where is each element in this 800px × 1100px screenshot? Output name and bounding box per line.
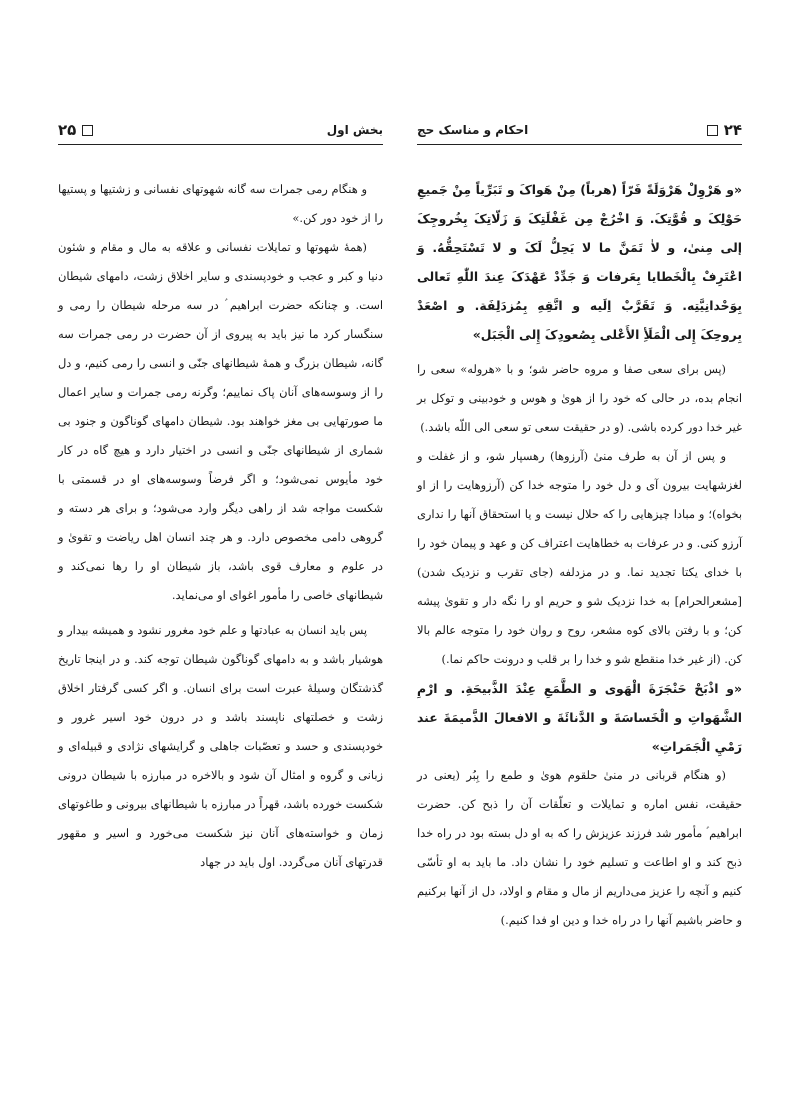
right-page-header — [417, 118, 742, 145]
right-page-number: ۲۴ — [723, 121, 742, 139]
right-page — [417, 118, 742, 935]
left-page — [58, 118, 383, 877]
left-page-header — [58, 118, 383, 145]
left-paragraph-1: و هنگام رمی جمرات سه گانه شهوتهای نفسانی و زشتیها و پستیها را از خود دور کن.» — [58, 182, 383, 225]
right-page-number-group — [707, 121, 742, 139]
right-paragraph-3: (و هنگام قربانی در منیٰ حلقوم هویٰ و طمع را بِبُر (یعنی در حقیقت، نفس اماره و تمایلات و تعلّقات آن را ذبح کن. حضرت ابراهیم ؑ مأمور شد فرزند عزیزش را که به او دل بسته بود در راه خدا ذبح کند و او اطاعت و تسلیم خود را نشان داد. ما باید به او تأسّی کنیم و آنچه را عزیز می‌داریم از مال و مقام و اولاد، دل از آنها برکنیم و حاضر باشیم آنها را در راه خدا و دین او فدا کنیم.) — [417, 768, 742, 927]
right-header-title: احکام و مناسک حج — [417, 123, 529, 137]
right-paragraph-1: (پس برای سعی صفا و مروه حاضر شو؛ و با «هروله» سعی را انجام بده، در حالی که خود را از هویٰ و هوس و خودبینی و توکل بر غیر خدا دور کرده باشی. (و در حقیقت سعی تو سعی الی اللّه باشد.) — [417, 362, 742, 434]
right-paragraph-2: و پس از آن به طرف منیٰ (آرزوها) رهسپار شو، و از غفلت و لغزشهایت بیرون آی و دل خود را متوجه خدا کن (آرزوهایت را از او بخواه)؛ و مبادا چیزهایی را که حلال نیست و یا استحقاق آنها را نداری آرزو کنی. و در عرفات به خطاهایت اعتراف کن و عهد و پیمان خود را با خدای یکتا تجدید نما. و در مزدلفه (جای تقرب و نزدیک شدن) [مشعرالحرام] به خدا نزدیک شو و حریم او را نگه دار و تقویٰ پیشه کن؛ و با رفتن بالای کوه مشعر، روح و روان خود را متوجه عالم بالا کن. (از غیر خدا منقطع شو و خدا را بر قلب و درونت حاکم نما.) — [417, 449, 742, 666]
square-ornament-icon — [82, 125, 93, 136]
arabic-quote-1: «و هَرْوِلْ هَرْوَلَةً فَرّاً (هرباً) مِنْ هَواکَ و تَبَرِّياً مِنْ جَميعِ حَوْلِکَ و قُوَّتِکَ. وَ اخْرُجْ مِن غَفْلَتِکَ وَ زَلّاتِکَ بِخُروجِکَ إلی مِنیٰ، و لاٰ تَمَنَّ ما لا يَحِلُّ لَکَ و لا تَسْتَحِقُّهُ. وَ اعْتَرِفْ بِالْخَطايا بِعَرفات وَ جَدِّدْ عَهْدَکَ عِندَ اللّٰهِ تَعالی بِوَحْدانِيَّتِه. وَ تَقَرَّبْ اِلَيه و اتَّقِهِ بِمُزدَلِفَة. و اصْعَدْ بِروحِکَ إِلی الْمَلَأِ الأَعْلی بِصُعودِکَ إِلی الْجَبَل» — [417, 182, 742, 342]
left-header-title: بخش اول — [326, 123, 383, 137]
left-page-number: ۲۵ — [58, 121, 77, 139]
square-ornament-icon — [707, 125, 718, 136]
arabic-quote-2: «و اذْبَحْ حَنْجَرَةَ الْهَوی و الطَّمَعِ عِنْدَ الذَّبيحَةِ. و ارْمِ الشَّهَواتِ و الْخَساسَةَ و الدَّنائَةَ و الافعالَ الذَّميمَةَ عند رَمْيِ الْجَمَراتِ» — [417, 681, 742, 754]
left-paragraph-3: پس باید انسان به عبادتها و علم خود مغرور نشود و همیشه بیدار و هوشیار باشد و به دامهای گوناگون شیطان توجه کند. و در اینجا تاریخ گذشتگان وسیلهٔ عبرت است برای انسان. و اگر کسی گرفتار اخلاق زشت و خصلتهای ناپسند باشد و در درون خود اسیر غرور و خودپسندی و حسد و تعصّبات جاهلی و گرایشهای نژادی و قبیله‌ای و زبانی و گروه و امثال آن شود و بالاخره در مبارزه با شیطان درونی شکست خورده باشد، قهراً در مبارزه با شیطانهای بیرونی و طاغوتهای زمان و خواسته‌های آنان نیز شکست می‌خورد و اسیر و مقهور قدرتهای آنان می‌گردد. اول باید در جهاد — [58, 623, 383, 869]
left-paragraph-2: (همهٔ شهوتها و تمایلات نفسانی و علاقه به مال و مقام و شئون دنیا و کبر و عجب و خودپسندی و سایر اخلاق زشت، دامهای شیطان است. و چنانکه حضرت ابراهیم ؑ در سه مرحله شیطان را رمی و سنگسار کرد ما نیز باید به پیروی از آن حضرت در رمی جمرات سه گانه، شیطان بزرگ و همهٔ شیطانهای جنّی و انسی را رمی کنیم، و دل را از وسوسه‌های آنان پاک نماییم؛ وگرنه رمی جمرات و سایر اعمال ما صورتهایی بی مغز خواهند بود. شیطان دامهای گوناگون و جنود بی شماری از شیطانهای جنّی و انسی در اختیار دارد و هیچ گاه در کار خود مأیوس نمی‌شود؛ و اگر فرضاً وسوسه‌های او در قسمتی با شکست مواجه شد از راهی دیگر وارد می‌شود؛ و برای هر دسته و گروهی دامی مخصوص دارد. و هر چند انسان اهل ریاضت و تقویٰ و در علوم و معارف قوی باشد، باز شیطان او را رها نمی‌کند و شیطانهای خاصی را مأمور اغوای او می‌نماید. — [58, 240, 383, 602]
left-page-number-group — [58, 121, 93, 139]
